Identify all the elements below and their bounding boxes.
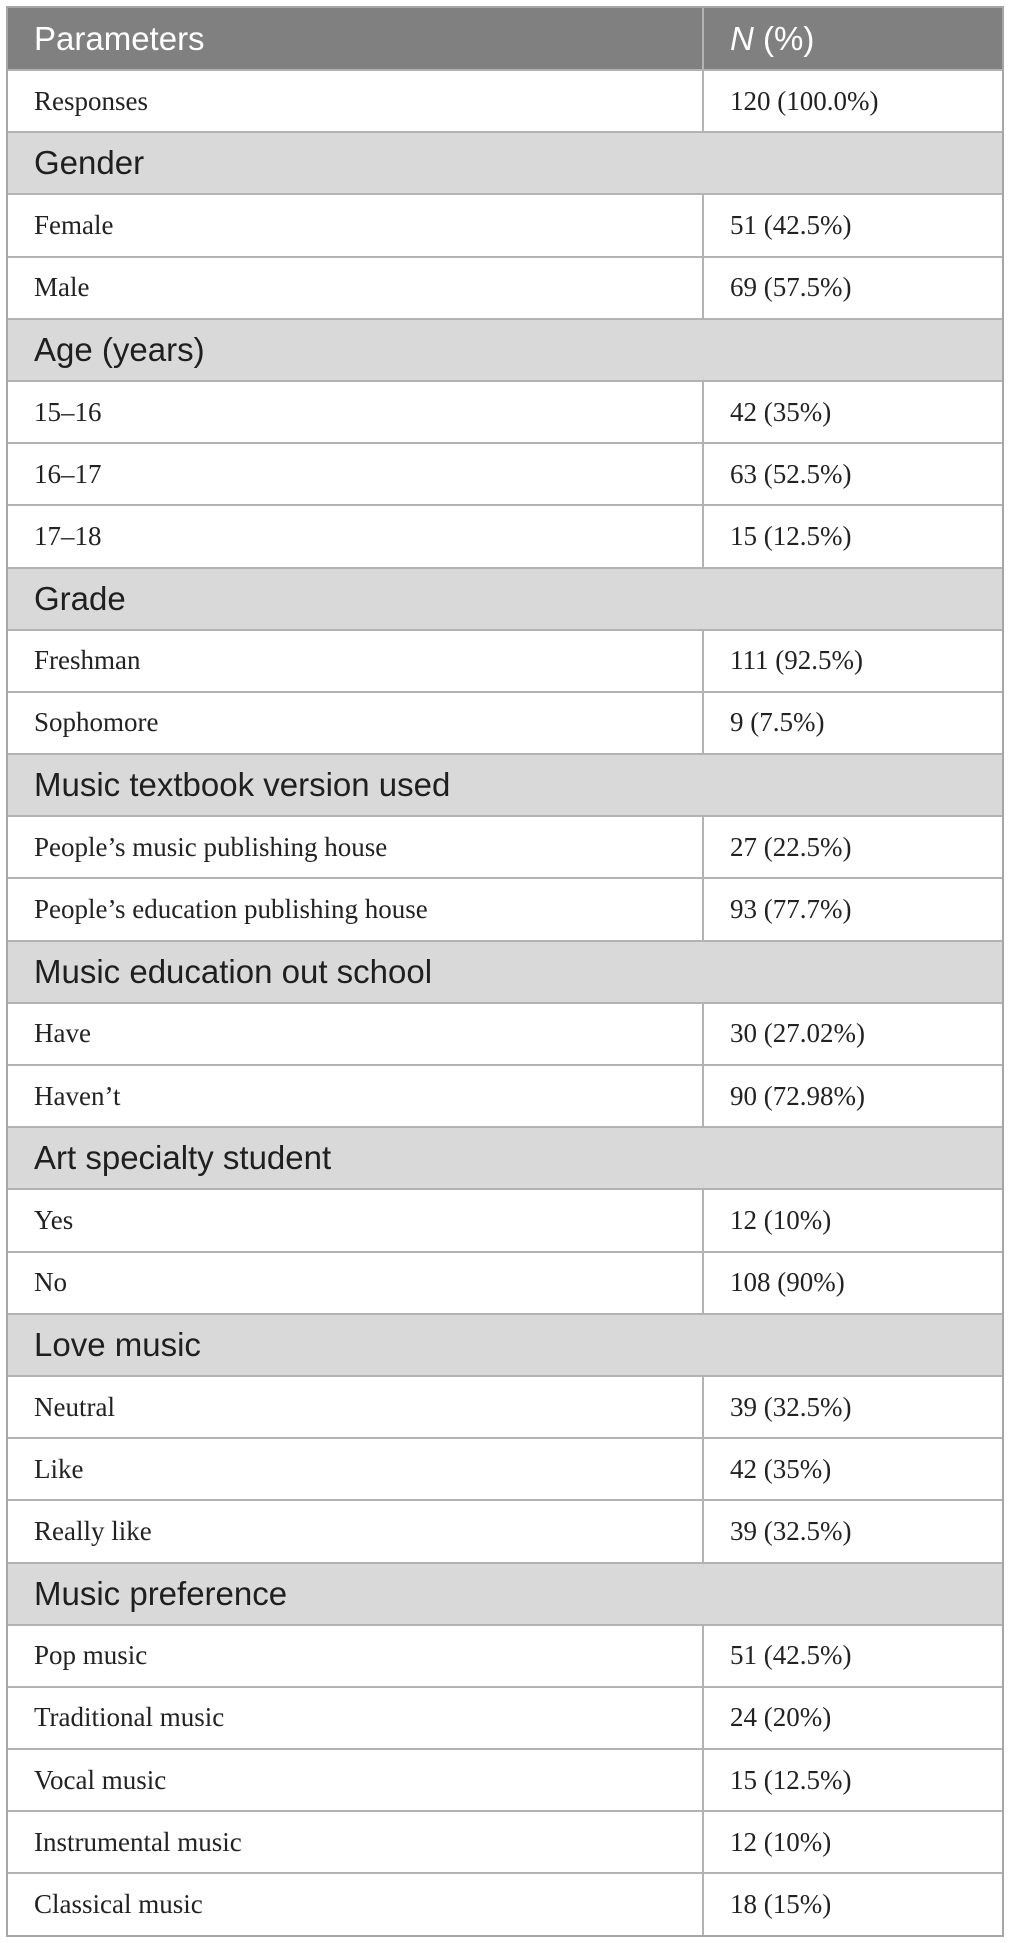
row-label: Female [8, 195, 704, 255]
table-row [8, 1872, 1002, 1934]
row-label: 17–18 [8, 506, 704, 566]
row-label: Like [8, 1439, 704, 1499]
section-title: Gender [34, 144, 145, 182]
row-value: 120 (100.0%) [730, 85, 879, 116]
table-row [8, 1002, 1002, 1064]
row-label: Neutral [8, 1377, 704, 1437]
table-row [8, 442, 1002, 504]
table-row [8, 1251, 1002, 1313]
row-label: Have [8, 1004, 704, 1064]
row-label: Haven’t [8, 1066, 704, 1126]
table-row [8, 1748, 1002, 1810]
section-header-row [8, 1126, 1002, 1188]
row-value: 93 (77.7%) [730, 894, 852, 925]
header-n-percent [704, 8, 1002, 69]
section-header-row [8, 1562, 1002, 1624]
section-header-row [8, 567, 1002, 629]
row-label: Responses [8, 71, 704, 131]
header-n: N [730, 19, 754, 57]
row-value: 30 (27.02%) [730, 1018, 865, 1049]
section-header-row [8, 753, 1002, 815]
table-row [8, 1188, 1002, 1250]
row-label: People’s music publishing house [8, 817, 704, 877]
row-label: People’s education publishing house [8, 879, 704, 939]
section-header-row [8, 318, 1002, 380]
table-row [8, 1064, 1002, 1126]
row-value: 51 (42.5%) [730, 1640, 852, 1671]
section-title: Music education out school [34, 952, 433, 990]
table-row [8, 1810, 1002, 1872]
demographics-table [6, 6, 1004, 1937]
row-value: 12 (10%) [730, 1204, 832, 1235]
table-row [8, 1686, 1002, 1748]
table-row [8, 1624, 1002, 1686]
row-label: No [8, 1253, 704, 1313]
row-value: 39 (32.5%) [730, 1515, 852, 1546]
row-value: 15 (12.5%) [730, 520, 852, 551]
section-title: Music preference [34, 1574, 288, 1612]
row-value: 18 (15%) [730, 1889, 832, 1920]
table-row-responses [8, 69, 1002, 131]
section-title: Age (years) [34, 330, 205, 368]
row-label: 16–17 [8, 444, 704, 504]
table-header-row [8, 8, 1002, 69]
row-label: Male [8, 258, 704, 318]
row-value: 108 (90%) [730, 1267, 845, 1298]
row-label: Classical music [8, 1874, 704, 1934]
section-header-row [8, 1313, 1002, 1375]
row-label: Really like [8, 1501, 704, 1561]
row-value: 12 (10%) [730, 1826, 832, 1857]
section-title: Love music [34, 1325, 201, 1363]
table-row [8, 256, 1002, 318]
row-value: 42 (35%) [730, 396, 832, 427]
table-row [8, 815, 1002, 877]
row-value: 39 (32.5%) [730, 1391, 852, 1422]
row-label: Freshman [8, 631, 704, 691]
row-label: Traditional music [8, 1688, 704, 1748]
row-value: 42 (35%) [730, 1453, 832, 1484]
section-header-row [8, 131, 1002, 193]
row-value: 69 (57.5%) [730, 272, 852, 303]
table-row [8, 1375, 1002, 1437]
table-row [8, 504, 1002, 566]
header-percent: (%) [763, 19, 815, 57]
header-parameters: Parameters [8, 8, 704, 69]
row-label: Pop music [8, 1626, 704, 1686]
table-row [8, 877, 1002, 939]
row-value: 51 (42.5%) [730, 209, 852, 240]
row-value: 111 (92.5%) [730, 645, 863, 676]
row-value: 15 (12.5%) [730, 1764, 852, 1795]
section-header-row [8, 940, 1002, 1002]
row-value: 27 (22.5%) [730, 831, 852, 862]
row-label: Yes [8, 1190, 704, 1250]
row-label: Sophomore [8, 693, 704, 753]
row-value: 9 (7.5%) [730, 707, 825, 738]
row-label: Instrumental music [8, 1812, 704, 1872]
row-value: 63 (52.5%) [730, 458, 852, 489]
table-row [8, 629, 1002, 691]
section-title: Grade [34, 579, 126, 617]
row-label: 15–16 [8, 382, 704, 442]
table-row [8, 380, 1002, 442]
row-value: 24 (20%) [730, 1702, 832, 1733]
row-label: Vocal music [8, 1750, 704, 1810]
table-sections [8, 131, 1002, 1934]
row-value: 90 (72.98%) [730, 1080, 865, 1111]
section-title: Art specialty student [34, 1139, 332, 1177]
section-title: Music textbook version used [34, 766, 451, 804]
table-row [8, 691, 1002, 753]
table-row [8, 193, 1002, 255]
table-row [8, 1499, 1002, 1561]
table-row [8, 1437, 1002, 1499]
